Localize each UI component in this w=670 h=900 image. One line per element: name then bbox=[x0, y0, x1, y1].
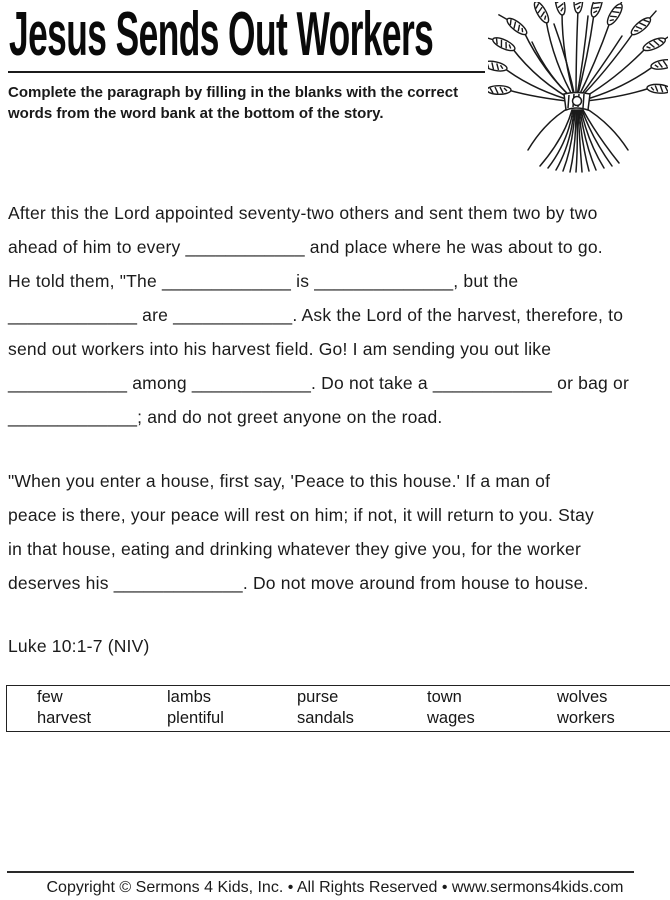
story-line: _____________; and do not greet anyone on the road. bbox=[8, 407, 443, 427]
story-line: He told them, "The _____________ is ______________, but the bbox=[8, 271, 519, 291]
page-title-text: Jesus Sends Out Workers bbox=[9, 0, 434, 69]
wheat-sheaf-icon bbox=[488, 2, 668, 174]
scripture-reference: Luke 10:1-7 (NIV) bbox=[8, 636, 150, 656]
story-line: After this the Lord appointed seventy-two others and sent them two by two bbox=[8, 203, 598, 223]
story-line: "When you enter a house, first say, 'Peace to this house.' If a man of bbox=[8, 471, 551, 491]
word-bank-row bbox=[37, 708, 670, 729]
word-bank-word: plentiful bbox=[167, 709, 224, 727]
wheat-sheaf-svg bbox=[488, 2, 668, 174]
word-bank-word: few bbox=[37, 688, 63, 706]
word-bank-word: workers bbox=[557, 709, 615, 727]
word-bank-word: sandals bbox=[297, 709, 354, 727]
word-bank-row bbox=[37, 687, 670, 708]
story-line: ahead of him to every ____________ and place where he was about to go. bbox=[8, 237, 603, 257]
story-line: deserves his _____________. Do not move around from house to house. bbox=[8, 573, 589, 593]
word-bank-word: wolves bbox=[557, 688, 608, 706]
story-line: _____________ are ____________. Ask the Lord of the harvest, therefore, to bbox=[8, 305, 624, 325]
story-line: send out workers into his harvest field. Go! I am sending you out like bbox=[8, 339, 552, 359]
footer-divider bbox=[7, 871, 634, 873]
instructions-line-2: words from the word bank at the bottom of the story. bbox=[8, 104, 384, 122]
word-bank-word: harvest bbox=[37, 709, 92, 727]
story-paragraph-1 bbox=[8, 196, 629, 434]
instructions-line-1: Complete the paragraph by filling in the blanks with the correct bbox=[8, 84, 459, 101]
story-line: ____________ among ____________. Do not take a ____________ or bag or bbox=[8, 373, 629, 393]
word-bank-word: purse bbox=[297, 688, 339, 706]
story-line: in that house, eating and drinking whatever they give you, for the worker bbox=[8, 539, 581, 559]
copyright-footer: Copyright © Sermons 4 Kids, Inc. • All Rights Reserved • www.sermons4kids.com bbox=[46, 879, 624, 896]
story-paragraph-2 bbox=[8, 464, 594, 600]
story-line: peace is there, your peace will rest on him; if not, it will return to you. Stay bbox=[8, 505, 594, 525]
word-bank-box bbox=[6, 685, 670, 732]
instructions bbox=[8, 83, 488, 124]
word-bank-word: wages bbox=[427, 709, 475, 727]
word-bank-word: town bbox=[427, 688, 462, 706]
title-divider bbox=[8, 71, 485, 73]
word-bank-word: lambs bbox=[167, 688, 212, 706]
